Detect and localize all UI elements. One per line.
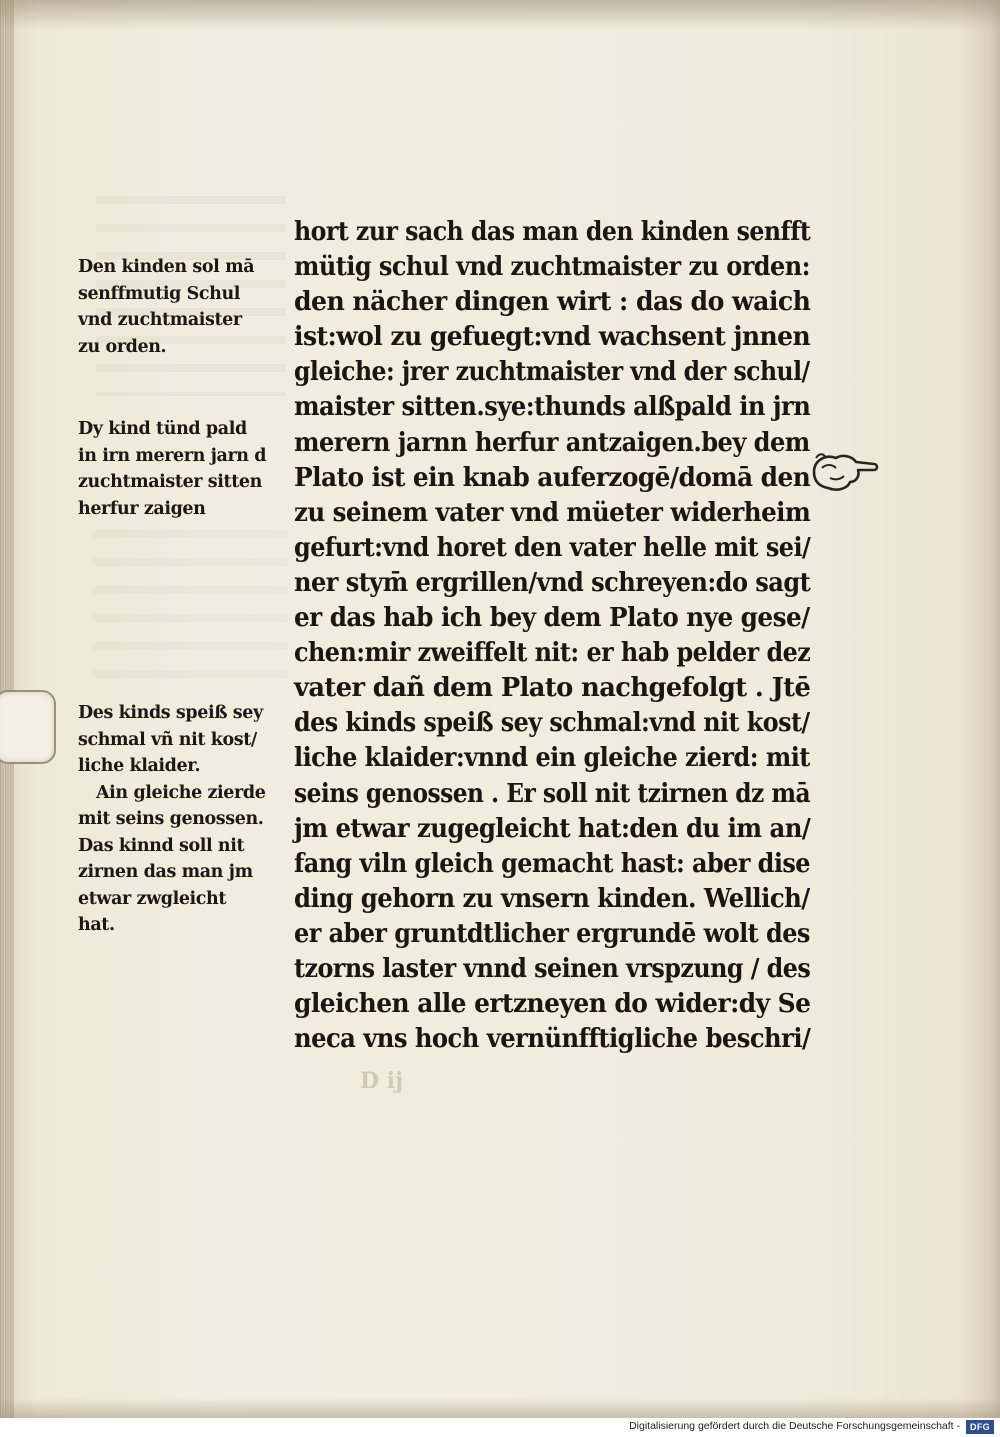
text-line: vater dañ dem Plato nachgefolgt . Jtē xyxy=(294,672,811,704)
marginal-line: zirnen das man jm xyxy=(78,862,253,882)
text-line: er aber gruntdtlicher ergrundē wolt des xyxy=(294,917,810,949)
paper-clip-tab xyxy=(0,690,56,764)
dfg-logo: DFG xyxy=(966,1420,994,1434)
bottom-shadow xyxy=(0,1398,1000,1418)
marginal-line: senffmutig Schul xyxy=(78,283,241,304)
text-line: tzorns laster vnnd seinen vrspzung / des xyxy=(294,952,811,984)
marginal-line: schmal vñ nit kost/ xyxy=(78,729,257,750)
text-line: hort zur sach das man den kinden senfft xyxy=(294,216,811,247)
marginal-line: vnd zuchtmaister xyxy=(78,310,242,330)
show-through-texture xyxy=(92,530,288,680)
text-line: zu seinem vater vnd müeter widerheim xyxy=(294,496,811,528)
text-line: liche klaider:vnnd ein gleiche zierd: mit xyxy=(294,742,810,774)
text-line: gleiche: jrer zuchtmaister vnd der schul/ xyxy=(294,356,810,388)
marginal-line: mit seins genossen. xyxy=(78,809,264,829)
text-line: gleichen alle ertzneyen do wider:dy Se xyxy=(294,988,811,1020)
text-line: ner stym̄ ergrillen/vnd schreyen:do sagt xyxy=(294,566,811,598)
text-line: neca vns hoch vernünfftigliche beschri/ xyxy=(294,1023,811,1055)
main-text-block xyxy=(294,214,814,1056)
manicule-icon xyxy=(808,446,880,498)
marginal-line: etwar zwgleicht xyxy=(78,888,227,909)
signature-mark: D ij xyxy=(360,1068,404,1094)
marginal-line: hat. xyxy=(78,915,115,935)
text-line: fang viln gleich gemacht hast: aber dise xyxy=(294,847,810,879)
marginal-line: Den kinden sol mā xyxy=(78,257,255,277)
marginal-note-1 xyxy=(78,254,290,360)
marginal-note-3 xyxy=(78,700,290,939)
text-line: den nächer dingen wirt : das do waich xyxy=(294,286,811,318)
text-line: gefurt:vnd horet den vater helle mit sei/ xyxy=(294,531,811,563)
footer-credit: Digitalisierung gefördert durch die Deutsche Forschungsgemeinschaft - xyxy=(629,1420,960,1432)
marginal-line: Das kinnd soll nit xyxy=(78,835,245,856)
marginal-line: zu orden. xyxy=(78,336,167,357)
marginal-line: Dy kind tünd pald xyxy=(78,419,247,439)
marginal-line: Des kinds speiß sey xyxy=(78,703,263,723)
text-line: Plato ist ein knab auferzogē/domā den xyxy=(294,461,811,493)
marginal-line: herfur zaigen xyxy=(78,498,206,519)
marginal-line: in irn merern jarn d xyxy=(78,445,267,466)
text-line: ist:wol zu gefuegt:vnd wachsent jnnen xyxy=(294,321,811,353)
top-shadow xyxy=(0,0,1000,30)
text-line: er das hab ich bey dem Plato nye gese/ xyxy=(294,602,810,634)
text-line: mütig schul vnd zuchtmaister zu orden: xyxy=(294,251,810,283)
text-line: des kinds speiß sey schmal:vnd nit kost/ xyxy=(294,707,810,739)
marginal-line: liche klaider. xyxy=(78,756,201,776)
text-line: ding gehorn zu vnsern kinden. Wellich/ xyxy=(294,882,810,914)
text-line: merern jarnn herfur antzaigen.bey dem xyxy=(294,426,810,458)
marginal-line: zuchtmaister sitten xyxy=(78,472,262,492)
text-line: maister sitten.sye:thunds alßpald in jrn xyxy=(294,391,811,423)
marginal-note-2 xyxy=(78,416,290,522)
marginal-line: Ain gleiche zierde xyxy=(96,782,266,803)
text-line: seins genossen . Er soll nit tzirnen dz mā xyxy=(294,777,811,809)
text-line: chen:mir zweiffelt nit: er hab pelder dez xyxy=(294,637,811,669)
text-line: jm etwar zugegleicht hat:den du im an/ xyxy=(294,812,811,844)
